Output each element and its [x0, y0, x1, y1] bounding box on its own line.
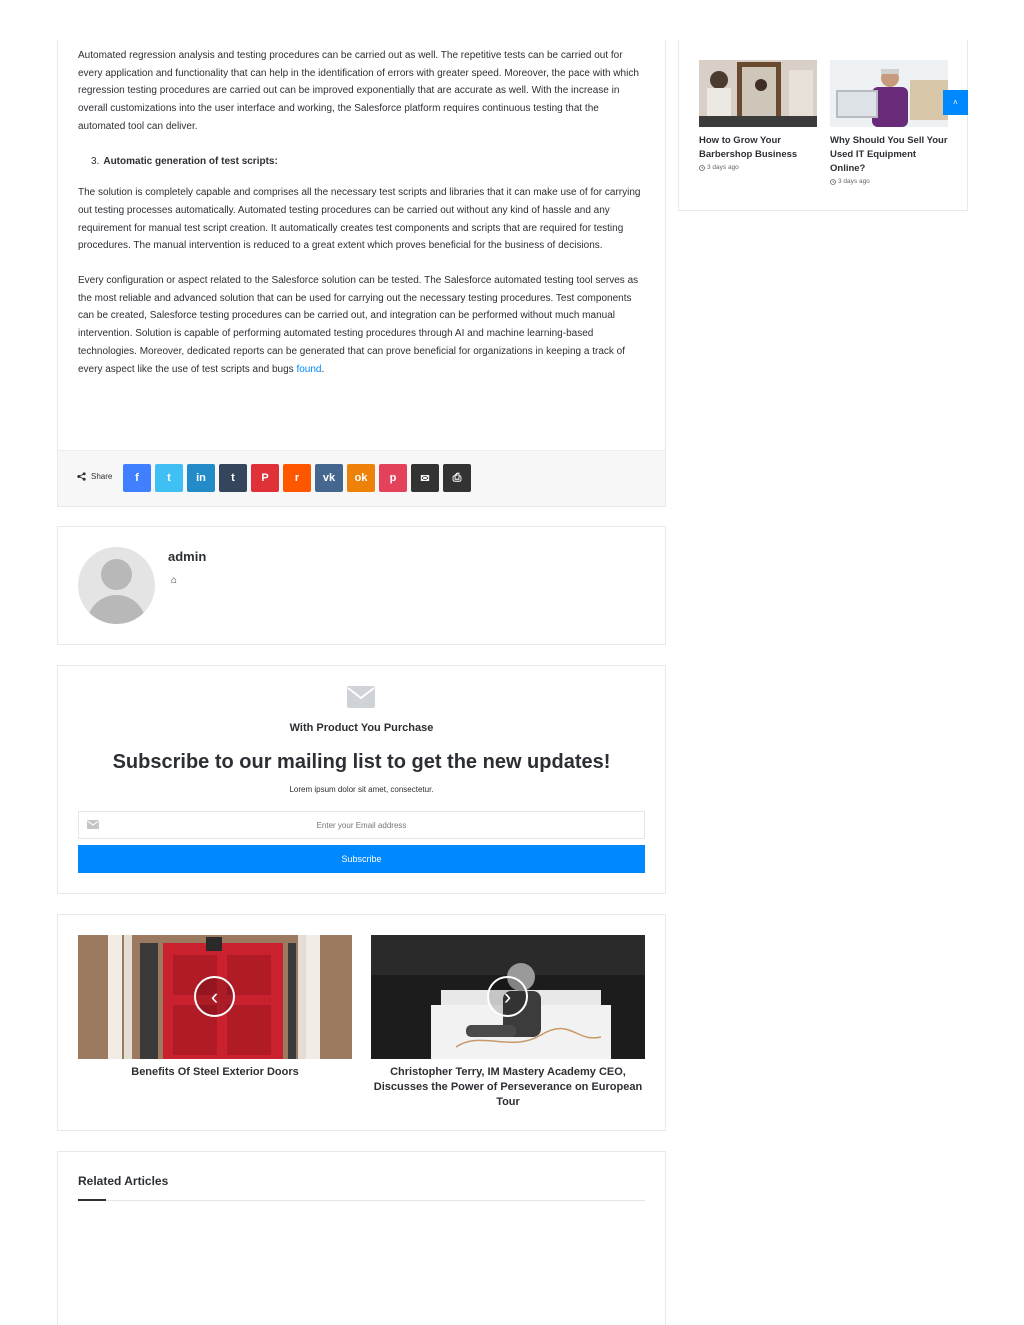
- pinterest-share-button[interactable]: [251, 464, 279, 492]
- newsletter-description: Lorem ipsum dolor sit amet, consectetur.: [289, 785, 434, 794]
- related-articles-title: Related Articles: [78, 1174, 169, 1188]
- prev-post-title[interactable]: Benefits Of Steel Exterior Doors: [131, 1066, 299, 1078]
- odnoklassniki-icon: ok: [354, 472, 368, 484]
- odnoklassniki-share-button[interactable]: [347, 464, 375, 492]
- list-item-text: Automatic generation of test scripts:: [103, 155, 278, 167]
- reddit-icon: r: [294, 472, 300, 484]
- author-name[interactable]: admin: [168, 549, 207, 564]
- found-link[interactable]: found: [296, 363, 322, 375]
- share-text: Share: [91, 472, 113, 481]
- barbershop-image: [699, 60, 817, 127]
- avatar-head: [101, 559, 132, 590]
- sidebar-post[interactable]: [830, 60, 948, 185]
- linkedin-share-button[interactable]: [187, 464, 215, 492]
- divider-accent: [78, 1199, 106, 1201]
- article-body: [78, 47, 648, 395]
- clock-icon: [699, 165, 705, 171]
- paragraph-text: Every configuration or aspect related to the Salesforce solution can be tested. The Salesforce automated testing tool serves as the most reliable and advanced solution that can be used for carrying out the necessary testing procedures. Test components can be created, Salesforce testing procedures can be carried out, and integration can be performed without much manual intervention. Solution is capable of performing automated testing procedures through AI and machine learning-based technologies. Moreover, dedicated reports can be generated that can prove beneficial for organizations in keeping a track of every aspect like the use of test scripts and bugs: [78, 275, 639, 375]
- prev-post-image[interactable]: [78, 935, 352, 1059]
- post-navigation: [57, 914, 666, 1131]
- related-articles: [57, 1151, 666, 1325]
- sidebar-post-title[interactable]: Why Should You Sell Your Used IT Equipment Online?: [830, 135, 948, 174]
- divider: [78, 1200, 645, 1201]
- article-paragraph: The solution is completely capable and comprises all the necessary test scripts and libraries that it can make use of for carrying out testing processes automatically. Automated testing procedures can be carried out without any kind of hassle and any requirement for manual test script creation. It automatically creates test components and scripts that are required for testing procedures. The manual intervention is reduced to a great extent which proves beneficial for the business of decisions.: [78, 187, 641, 252]
- paragraph-end: .: [321, 363, 325, 375]
- sidebar-post-date: [699, 164, 817, 171]
- newsletter-box: [57, 665, 666, 894]
- share-bar: [58, 450, 665, 506]
- email-icon: ✉: [420, 472, 430, 485]
- sidebar-widget: [678, 40, 968, 211]
- barbershop-thumbnail[interactable]: [699, 60, 817, 127]
- date-text: 3 days ago: [838, 178, 870, 185]
- date-text: 3 days ago: [707, 164, 739, 171]
- facebook-share-button[interactable]: [123, 464, 151, 492]
- pocket-icon: p: [389, 472, 397, 484]
- sidebar-post-date: [830, 178, 948, 185]
- vk-share-button[interactable]: [315, 464, 343, 492]
- author-box: [57, 526, 666, 645]
- tumblr-icon: t: [231, 472, 235, 484]
- subscribe-button[interactable]: Subscribe: [78, 845, 645, 873]
- email-field[interactable]: [78, 811, 645, 839]
- twitter-share-button[interactable]: [155, 464, 183, 492]
- facebook-icon: f: [135, 472, 139, 484]
- share-label: [77, 472, 112, 481]
- chevron-left-icon[interactable]: ‹: [194, 976, 235, 1017]
- avatar[interactable]: [78, 547, 155, 624]
- email-share-button[interactable]: [411, 464, 439, 492]
- sidebar-post[interactable]: [699, 60, 817, 171]
- avatar-body: [87, 595, 146, 624]
- chevron-right-icon[interactable]: ›: [487, 976, 528, 1017]
- sidebar-post-title[interactable]: How to Grow Your Barbershop Business: [699, 135, 798, 160]
- share-icon: [77, 472, 86, 481]
- pocket-share-button[interactable]: [379, 464, 407, 492]
- linkedin-icon: in: [196, 472, 206, 484]
- print-icon: ⎙: [452, 471, 462, 484]
- twitter-icon: t: [167, 472, 171, 484]
- article-card: [57, 40, 666, 507]
- reddit-share-button[interactable]: [283, 464, 311, 492]
- it-equipment-thumbnail[interactable]: [830, 60, 948, 127]
- envelope-icon: [87, 820, 99, 829]
- clock-icon: [830, 179, 836, 185]
- share-buttons: [123, 464, 471, 492]
- list-item: [78, 153, 648, 171]
- newsletter-title: Subscribe to our mailing list to get the new updates!: [112, 751, 611, 773]
- tumblr-share-button[interactable]: [219, 464, 247, 492]
- next-post-title[interactable]: Christopher Terry, IM Mastery Academy CEO, Discusses the Power of Perseverance on European Tour: [373, 1066, 643, 1108]
- article-paragraph: Automated regression analysis and testing procedures can be carried out as well. The repetitive tests can be carried out for every application and functionality that can help in the identification of errors with greater speed. Moreover, the pace with which regression testing procedures are carried out can be improved exponentially that are accurate as well. With the increase in overall customizations into the user interface and working, the Salesforce platform requires continuous testing that the automated tool can deliver.: [78, 50, 639, 132]
- list-number: 3.: [91, 155, 100, 167]
- vk-icon: vk: [322, 472, 336, 484]
- next-post-image[interactable]: [371, 935, 645, 1059]
- pinterest-icon: P: [261, 472, 269, 484]
- it-equipment-image: [830, 60, 948, 127]
- home-icon[interactable]: ⌂: [171, 575, 178, 586]
- article-paragraph: [78, 272, 648, 378]
- newsletter-subtitle: With Product You Purchase: [289, 722, 434, 734]
- envelope-icon: [347, 686, 375, 708]
- scroll-to-top-button[interactable]: ˄: [943, 90, 968, 115]
- print-share-button[interactable]: [443, 464, 471, 492]
